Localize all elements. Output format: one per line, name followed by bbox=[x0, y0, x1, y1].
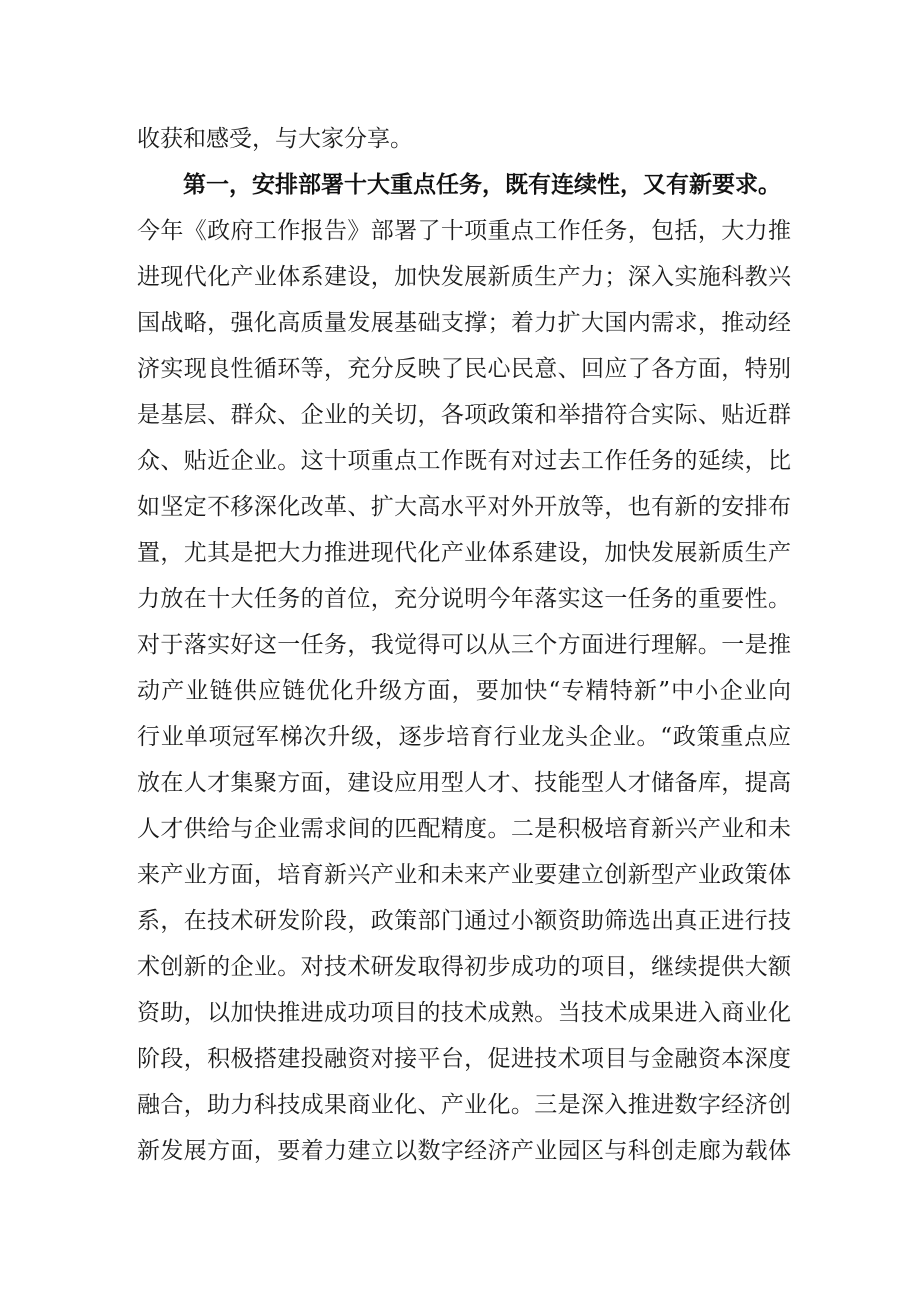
text-line: 动产业链供应链优化升级方面，要加快“专精特新”中小企业向 bbox=[137, 678, 791, 704]
text-line: 行业单项冠军梯次升级，逐步培育行业龙头企业。“政策重点应 bbox=[137, 724, 791, 750]
body-text bbox=[137, 116, 791, 1174]
section-heading: 第一，安排部署十大重点任务，既有连续性，又有新要求。 bbox=[183, 172, 781, 198]
text-line: 进现代化产业体系建设，加快发展新质生产力；深入实施科教兴 bbox=[137, 264, 791, 290]
text-line: 融合，助力科技成果商业化、产业化。三是深入推进数字经济创 bbox=[137, 1092, 791, 1118]
text-line: 阶段，积极搭建投融资对接平台，促进技术项目与金融资本深度 bbox=[137, 1046, 791, 1072]
text-line: 是基层、群众、企业的关切，各项政策和举措符合实际、贴近群 bbox=[137, 402, 791, 428]
text-line: 人才供给与企业需求间的匹配精度。二是积极培育新兴产业和未 bbox=[137, 816, 791, 842]
text-line: 众、贴近企业。这十项重点工作既有对过去工作任务的延续，比 bbox=[137, 448, 791, 474]
text-line: 国战略，强化高质量发展基础支撑；着力扩大国内需求，推动经 bbox=[137, 310, 791, 336]
text-line: 如坚定不移深化改革、扩大高水平对外开放等，也有新的安排布 bbox=[137, 494, 791, 520]
text-line: 资助，以加快推进成功项目的技术成熟。当技术成果进入商业化 bbox=[137, 1000, 791, 1026]
text-line: 术创新的企业。对技术研发取得初步成功的项目，继续提供大额 bbox=[137, 954, 791, 980]
text-line: 济实现良性循环等，充分反映了民心民意、回应了各方面，特别 bbox=[137, 356, 791, 382]
text-line: 收获和感受，与大家分享。 bbox=[137, 126, 413, 152]
text-line: 放在人才集聚方面，建设应用型人才、技能型人才储备库，提高 bbox=[137, 770, 791, 796]
text-line: 置，尤其是把大力推进现代化产业体系建设，加快发展新质生产 bbox=[137, 540, 791, 566]
text-line: 来产业方面，培育新兴产业和未来产业要建立创新型产业政策体 bbox=[137, 862, 791, 888]
text-line: 新发展方面，要着力建立以数字经济产业园区与科创走廊为载体 bbox=[137, 1138, 791, 1164]
text-line: 系，在技术研发阶段，政策部门通过小额资助筛选出真正进行技 bbox=[137, 908, 791, 934]
text-line: 对于落实好这一任务，我觉得可以从三个方面进行理解。一是推 bbox=[137, 632, 791, 658]
text-line: 今年《政府工作报告》部署了十项重点工作任务，包括，大力推 bbox=[137, 218, 791, 244]
text-line: 力放在十大任务的首位，充分说明今年落实这一任务的重要性。 bbox=[137, 586, 791, 612]
